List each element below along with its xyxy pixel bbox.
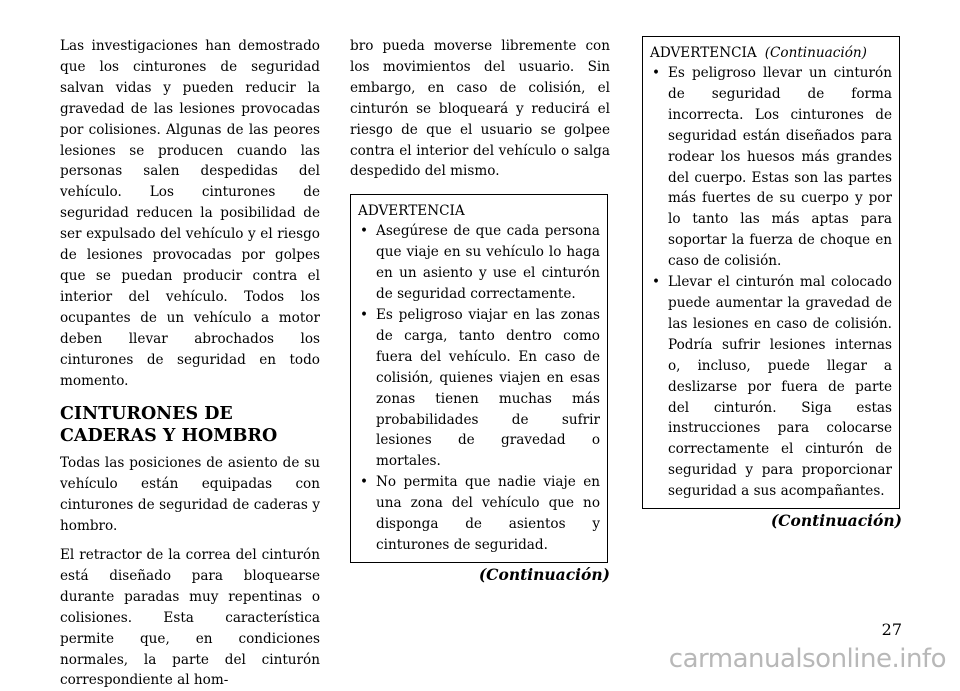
warning-list (358, 221, 600, 556)
warning-title-text: ADVERTENCIA (650, 45, 757, 61)
warning-title: ADVERTENCIA (358, 203, 465, 220)
column-middle (350, 36, 610, 585)
warning-item: • Llevar el cinturón mal colocado puede aumentar la gravedad de las lesiones en caso de colisión. Podría sufrir lesiones internas o, incluso, puede llegar a deslizarse por fuera de parte del cinturón. Siga estas instrucciones para colocarse correctamente el cinturón de seguridad y para proporcionar seguridad a sus acompañantes. (650, 272, 892, 502)
warning-title (650, 43, 892, 63)
warning-item: • Es peligroso llevar un cinturón de seguridad de forma incorrecta. Los cinturones de seguridad están diseñados para rodear los huesos más grandes del cuerpo. Estas son las partes más fuertes de su cuerpo y por lo tanto las más aptas para soportar la fuerza de choque en caso de colisión. (650, 63, 892, 272)
continuation-label: (Continuación) (770, 511, 902, 531)
warning-list (650, 63, 892, 502)
warning-box-continued (642, 36, 900, 509)
column-right (642, 36, 902, 531)
column-left (60, 36, 320, 691)
page-number: 27 (881, 620, 902, 639)
watermark: carmanualsonline.info (668, 644, 946, 674)
warning-title-suffix: (Continuación) (764, 45, 867, 61)
intro-paragraph: Las investigaciones han demostrado que los cinturones de seguridad salvan vidas y pueden reducir la gravedad de las lesiones provocadas por colisiones. Algunas de las peores lesiones se producen cuando las personas salen despedidas del vehículo. Los cinturones de seguridad reducen la posibilidad de ser expulsado del vehículo y el riesgo de lesiones provocadas por golpes que se puedan producir contra el interior del vehículo. Todos los ocupantes de un vehículo a motor deben llevar abrochados los cinturones de seguridad en todo momento. (60, 38, 320, 389)
section-heading: CINTURONES DE CADERAS Y HOMBRO (60, 404, 278, 447)
continued-paragraph: bro pueda moverse libremente con los movimientos del usuario. Sin embargo, en caso de colisión, el cinturón se bloqueará y reducirá el riesgo de que el usuario se golpee contra el interior del vehículo o salga despedido del mismo. (350, 38, 610, 180)
warning-box (350, 194, 608, 563)
warning-item: • Asegúrese de que cada persona que viaje en su vehículo lo haga en un asiento y use el cinturón de seguridad correctamente. (358, 221, 600, 305)
continuation-label: (Continuación) (478, 564, 610, 584)
retractor-paragraph: El retractor de la correa del cinturón está diseñado para bloquearse durante paradas muy repentinas o colisiones. Esta característica permite que, en condiciones normales, la parte del cinturón correspondiente al hom- (60, 547, 320, 689)
seating-positions-paragraph: Todas las posiciones de asiento de su vehículo están equipadas con cinturones de seguridad de caderas y hombro. (60, 455, 320, 535)
warning-item: • No permita que nadie viaje en una zona del vehículo que no disponga de asientos y cinturones de seguridad. (358, 472, 600, 556)
warning-item: • Es peligroso viajar en las zonas de carga, tanto dentro como fuera del vehículo. En caso de colisión, quienes viajen en esas zonas tienen muchas más probabilidades de sufrir lesiones de gravedad o mortales. (358, 305, 600, 472)
